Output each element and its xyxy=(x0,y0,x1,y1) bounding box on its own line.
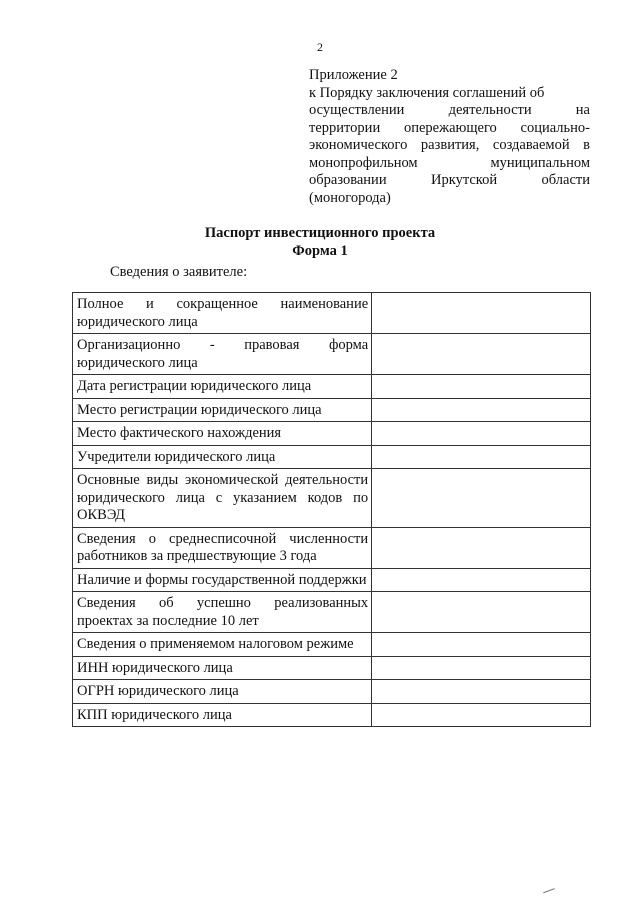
row-value[interactable] xyxy=(372,293,591,334)
row-value[interactable] xyxy=(372,422,591,446)
row-label: Место регистрации юридического лица xyxy=(73,398,372,422)
row-label: КПП юридического лица xyxy=(73,703,372,727)
appendix-line: Приложение 2 xyxy=(309,67,398,83)
appendix-line: (моногорода) xyxy=(309,189,391,206)
row-label: Основные виды экономической деятельности юридического лица с указанием кодов по ОКВЭД xyxy=(73,469,372,528)
row-label: Наличие и формы государственной поддержки xyxy=(73,568,372,592)
table-row xyxy=(73,633,591,657)
table-row xyxy=(73,680,591,704)
row-value[interactable] xyxy=(372,445,591,469)
table-row xyxy=(73,656,591,680)
row-label: Учредители юридического лица xyxy=(73,445,372,469)
appendix-line: территории опережающего социально- xyxy=(309,119,590,136)
appendix-header xyxy=(309,67,590,207)
table-row xyxy=(73,568,591,592)
row-label: Сведения о применяемом налоговом режиме xyxy=(73,633,372,657)
row-value[interactable] xyxy=(372,398,591,422)
document-title xyxy=(0,224,640,260)
row-value[interactable] xyxy=(372,592,591,633)
table-body xyxy=(73,293,591,727)
row-label: ИНН юридического лица xyxy=(73,656,372,680)
row-value[interactable] xyxy=(372,680,591,704)
table-row xyxy=(73,703,591,727)
row-value[interactable] xyxy=(372,527,591,568)
appendix-line: к Порядку заключения соглашений об xyxy=(309,84,545,101)
section-intro: Сведения о заявителе: xyxy=(110,264,248,280)
page-number: 2 xyxy=(317,40,323,54)
table-row xyxy=(73,592,591,633)
table-row xyxy=(73,469,591,528)
row-label: Сведения о среднесписочной численности работников за предшествующие 3 года xyxy=(73,527,372,568)
row-label: Полное и сокращенное наименование юридического лица xyxy=(73,293,372,334)
appendix-line: экономического развития, создаваемой в xyxy=(309,137,590,153)
table-row xyxy=(73,375,591,399)
row-label: Организационно - правовая форма юридического лица xyxy=(73,334,372,375)
title-line: Паспорт инвестиционного проекта xyxy=(204,225,436,241)
row-value[interactable] xyxy=(372,469,591,528)
form-number: Форма 1 xyxy=(292,243,348,259)
appendix-line: осуществлении деятельности на xyxy=(309,102,590,118)
row-value[interactable] xyxy=(372,375,591,399)
row-label: Место фактического нахождения xyxy=(73,422,372,446)
table-row xyxy=(73,398,591,422)
row-value[interactable] xyxy=(372,334,591,375)
table-row xyxy=(73,445,591,469)
row-label: ОГРН юридического лица xyxy=(73,680,372,704)
row-value[interactable] xyxy=(372,703,591,727)
table-row xyxy=(73,527,591,568)
appendix-line: образовании Иркутской области xyxy=(309,172,590,188)
appendix-line: монопрофильном муниципальном xyxy=(309,154,590,171)
row-value[interactable] xyxy=(372,656,591,680)
row-label: Дата регистрации юридического лица xyxy=(73,375,372,399)
applicant-info-table xyxy=(72,292,591,727)
table-row xyxy=(73,334,591,375)
scan-mark xyxy=(543,888,557,899)
row-value[interactable] xyxy=(372,633,591,657)
table-row xyxy=(73,293,591,334)
row-label: Сведения об успешно реализованных проектах за последние 10 лет xyxy=(73,592,372,633)
row-value[interactable] xyxy=(372,568,591,592)
table-row xyxy=(73,422,591,446)
